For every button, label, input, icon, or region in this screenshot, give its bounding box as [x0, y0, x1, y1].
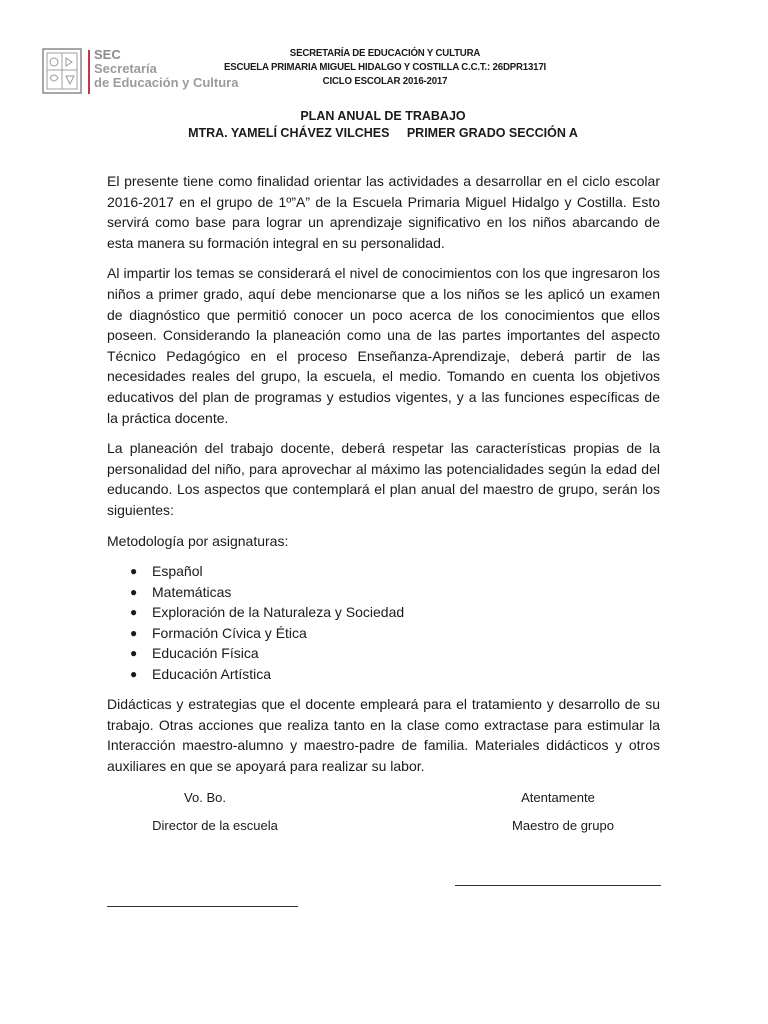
list-item: ● Matemáticas — [152, 582, 660, 603]
paragraph-purpose: El presente tiene como finalidad orientar las actividades a desarrollar en el ciclo escolar 2016-2017 en el grupo de 1º”A” de la Escuela Primaria Miguel Hidalgo y Costilla. Esto servirá como base para lograr un aprendizaje significativo en los niños abarcando de esta manera su formación integral en su personalidad. — [107, 173, 660, 251]
director-signature-line — [107, 906, 298, 907]
subjects-list — [107, 561, 660, 684]
header-line-2: ESCUELA PRIMARIA MIGUEL HIDALGO Y COSTILLA C.C.T.: 26DPR1317I — [223, 61, 547, 73]
list-item: ● Formación Cívica y Ética — [152, 623, 660, 644]
plan-title-line-1: PLAN ANUAL DE TRABAJO — [300, 109, 466, 123]
sec-logo — [42, 48, 242, 98]
list-item: ● Exploración de la Naturaleza y Sociedad — [152, 602, 660, 623]
plan-title — [150, 108, 616, 142]
logo-line-1: Secretaría — [94, 61, 157, 76]
list-item: ● Educación Física — [152, 643, 660, 664]
paragraph-strategies: Didácticas y estrategias que el docente empleará para el tratamiento y desarrollo de su trabajo. Otras acciones que realiza tanto en la clase como extractase para estimular la Interacción maestro-alumno y maestro-padre de familia. Materiales didácticos y otros auxiliares en que se apoyará para realizar su labor. — [107, 696, 660, 774]
bullet-icon: ● — [130, 666, 138, 681]
logo-line-2: de Educación y Cultura — [94, 75, 239, 90]
vo-bo-label: Vo. Bo. — [184, 790, 226, 805]
header-line-3: CICLO ESCOLAR 2016-2017 — [322, 75, 448, 87]
paragraph-diagnosis: Al impartir los temas se considerará el nivel de conocimientos con los que ingresaron los niños a primer grado, aquí debe mencionarse que a los niños se les aplicó un examen de diagnóstico que permitió conocer un poco acerca de los conocimientos que ellos poseen. Considerando la planeación como una de las partes importantes del aspecto Técnico Pedagógico en el proceso Enseñanza-Aprendizaje, deberá partir de las necesidades reales del grupo, la escuela, el medio. Tomando en cuenta los objetivos educativos del plan de programas y estudios vigentes, y a las funciones específicas de la práctica docente. — [107, 265, 660, 426]
director-label: Director de la escuela — [152, 818, 278, 833]
bullet-icon: ● — [130, 584, 138, 599]
header-line-1: SECRETARÍA DE EDUCACIÓN Y CULTURA — [289, 47, 481, 59]
paragraph-planning: La planeación del trabajo docente, deberá respetar las características propias de la personalidad del niño, para aprovechar al máximo las potencialidades según la edad del educando. Los aspectos que contemplará el plan anual del maestro de grupo, serán los siguientes: — [107, 440, 660, 518]
list-item: ● Español — [152, 561, 660, 582]
bullet-icon: ● — [130, 564, 138, 579]
paragraph-methodology: Metodología por asignaturas: — [107, 532, 289, 549]
bullet-icon: ● — [130, 625, 138, 640]
list-item: ● Educación Artística — [152, 664, 660, 685]
plan-title-line-2: MTRA. YAMELÍ CHÁVEZ VILCHES PRIMER GRADO SECCIÓN A — [188, 126, 578, 140]
bullet-icon: ● — [130, 605, 138, 620]
document-body — [107, 171, 660, 786]
logo-abbr: SEC — [94, 47, 121, 62]
teacher-signature-line — [455, 885, 661, 886]
logo-divider — [88, 50, 90, 94]
atentamente-label: Atentamente — [521, 790, 595, 805]
document-header — [215, 46, 555, 88]
state-seal-icon — [42, 48, 82, 94]
teacher-label: Maestro de grupo — [512, 818, 614, 833]
bullet-icon: ● — [130, 646, 138, 661]
